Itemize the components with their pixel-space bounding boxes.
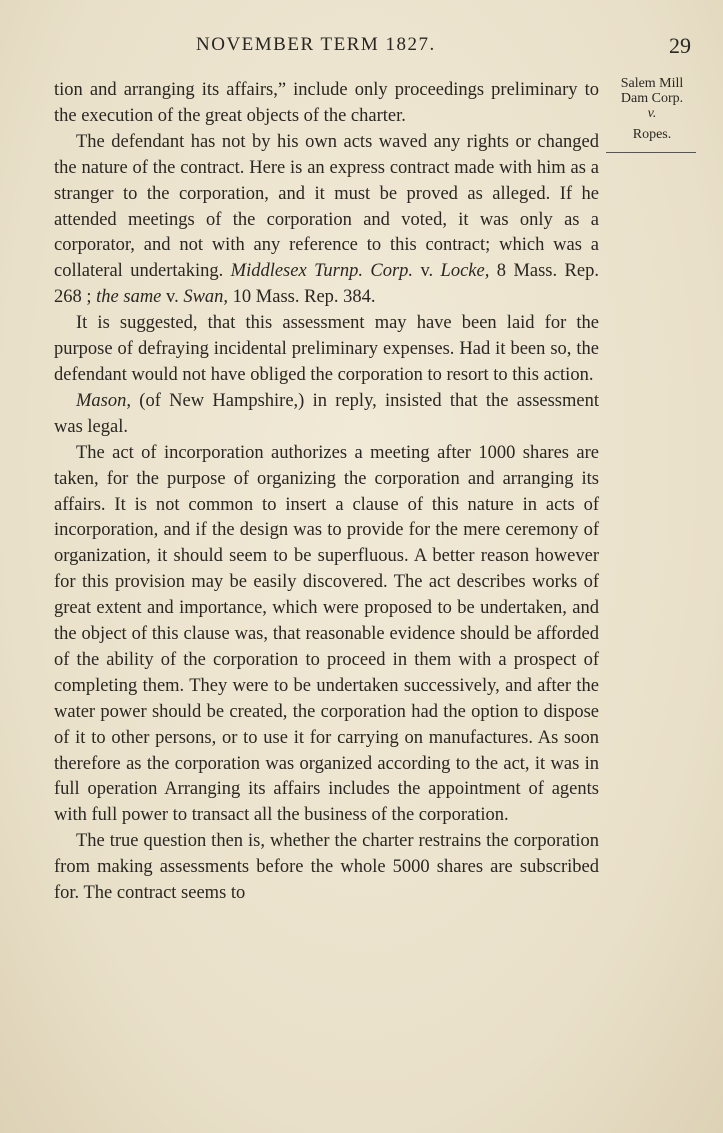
case-citation: the same (96, 287, 162, 308)
case-citation: Locke, (440, 261, 490, 282)
paragraph-continuation: tion and arranging its affairs,” include only proceedings preliminary to the execution of the great objects of the charter. (54, 80, 599, 126)
paragraph-mason-reply (54, 389, 599, 441)
margin-note-line: Ropes. (632, 127, 672, 142)
running-header (0, 34, 723, 64)
paragraph-assessment-suggestion: It is suggested, that this assessment may have been laid for the purpose of defraying incidental preliminary expenses. Had it been so, the defendant would not have obliged the corporation to resort to this action. (54, 313, 599, 385)
paragraph-act-of-incorporation: The act of incorporation authorizes a meeting after 1000 shares are taken, for the purpose of organizing the corporation and arranging its affairs. It is not common to insert a clause of this nature in acts of incorporation, and if the design was to provide for the mere ceremony of organization, it should seem to be superfluous. A better reason however for this provision may be easily discovered. The act describes works of great extent and importance, which were proposed to be undertaken, and the object of this clause was, that reasonable evidence should be afforded of the ability of the corporation to proceed in them with a prospect of completing them. They were to be undertaken successively, and after the water power should be created, the corporation had the option to dispose of it to other persons, or to use it for carrying on manufactures. As soon therefore as the corporation was organized according to the act, it was in full operation Arranging its affairs includes the appointment of agents with full power to transact all the business of the corporation. (54, 442, 599, 826)
page-number: 29 (669, 33, 691, 58)
paragraph-true-question: The true question then is, whether the charter restrains the corporation from making assessments before the whole 5000 shares are subscribed for. The contract seems to (54, 831, 599, 904)
running-head-title: NOVEMBER TERM 1827. (196, 34, 436, 55)
margin-note-line: Salem Mill (620, 76, 684, 91)
paragraph-text: (of New Hampshire,) in reply, insisted that the assessment was legal. (54, 390, 599, 437)
case-citation: Middlesex Turnp. Corp. (230, 261, 414, 282)
margin-note-line: Dam Corp. (620, 91, 684, 106)
paragraph-text: 8 Mass. Rep. 268 ; (54, 261, 599, 308)
counsel-name: Mason, (76, 390, 131, 411)
paragraph-text: 10 Mass. Rep. 384. (228, 287, 376, 308)
paragraph-text: v. (161, 287, 184, 308)
margin-note-rule (606, 152, 696, 153)
case-citation: Swan, (183, 287, 229, 308)
page-body (54, 78, 599, 907)
paragraph-text: The defendant has not by his own acts waved any rights or changed the nature of the contract. Here is an express contract made with him as a stranger to the corporation, and it must be proved as alleged. If he attended meetings of the corporation and voted, it was only as a corporator, and not with any reference to this contract; which was a collateral undertaking. (54, 131, 599, 282)
margin-case-title (600, 76, 704, 153)
paragraph-text: v. (413, 261, 441, 282)
margin-note-line: v. (647, 106, 657, 121)
paragraph-defendant-argument (54, 130, 599, 311)
